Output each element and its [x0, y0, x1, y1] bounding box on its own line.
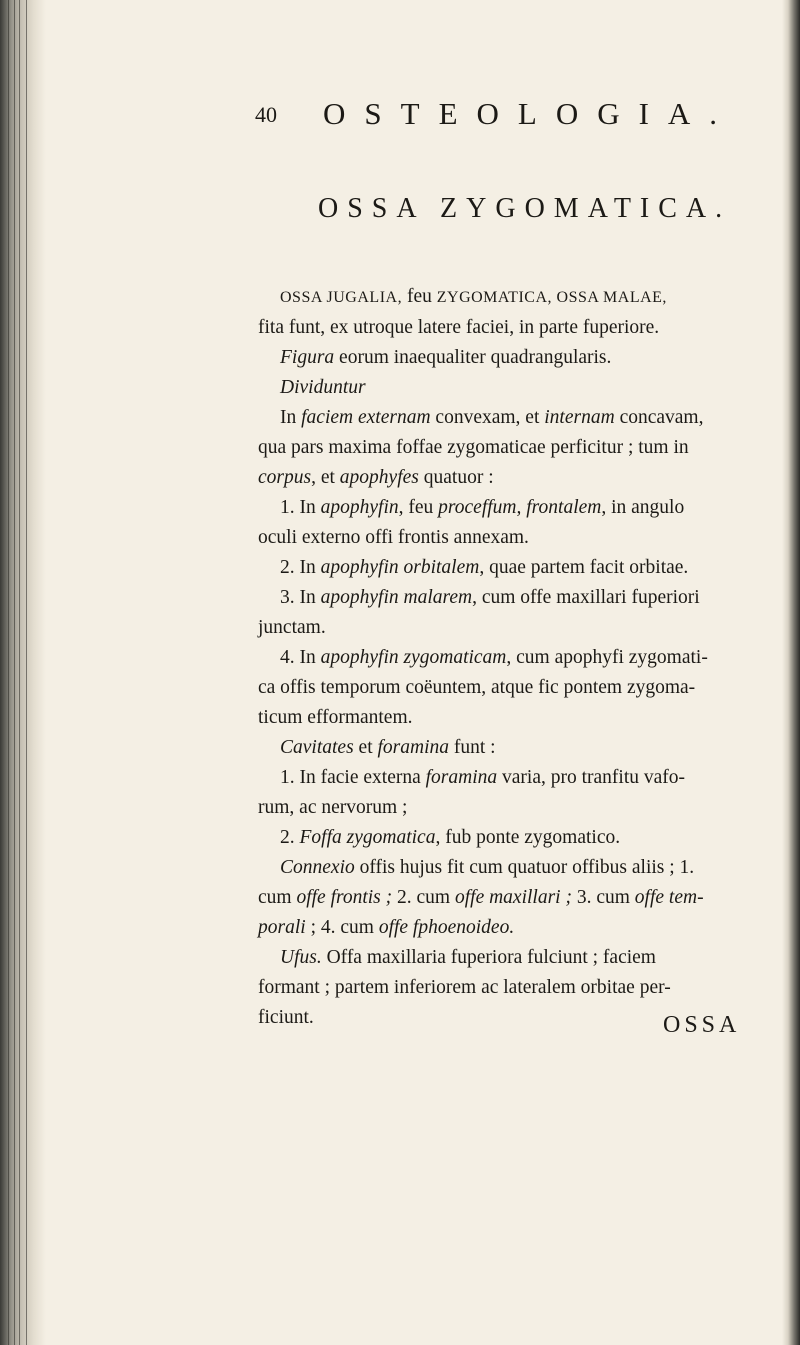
text-line: corpus, et apophyfes quatuor : — [258, 467, 494, 488]
text-line: Cavitates et foramina funt : — [280, 737, 496, 758]
text-line: In faciem externam convexam, et internam concavam, — [280, 407, 704, 428]
body-text — [258, 282, 778, 1033]
text-line: rum, ac nervorum ; — [258, 797, 408, 818]
text-line: OSSA JUGALIA, feu ZYGOMATICA, OSSA MALAE, — [280, 286, 667, 307]
text-line: 1. In apophyfin, feu proceffum, frontalem, in angulo — [280, 497, 685, 518]
catchword: OSSA — [663, 1012, 741, 1038]
text-line: oculi externo offi frontis annexam. — [258, 527, 529, 548]
text-line: Figura eorum inaequaliter quadrangularis. — [280, 347, 612, 368]
text-line: 4. In apophyfin zygomaticam, cum apophyfi zygomati- — [280, 647, 708, 668]
binding-gutter — [0, 0, 46, 1345]
text-line: fita funt, ex utroque latere faciei, in parte fuperiore. — [258, 317, 660, 338]
text-line: ticum efformantem. — [258, 707, 413, 728]
text-line: 3. In apophyfin malarem, cum offe maxillari fuperiori — [280, 587, 700, 608]
section-title: OSSA ZYGOMATICA. — [318, 193, 732, 224]
page-edge-shadow — [782, 0, 800, 1345]
text-line: ficiunt. — [258, 1007, 314, 1028]
gutter-line — [14, 0, 15, 1345]
page-number: 40 — [255, 102, 277, 127]
text-line: 1. In facie externa foramina varia, pro tranfitu vafo- — [280, 767, 686, 788]
text-line: qua pars maxima foffae zygomaticae perficitur ; tum in — [258, 437, 689, 458]
text-line: Dividuntur — [280, 377, 366, 398]
text-line: ca offis temporum coëuntem, atque fic pontem zygoma- — [258, 677, 696, 698]
gutter-line — [8, 0, 9, 1345]
text-line: cum offe frontis ; 2. cum offe maxillari ; 3. cum offe tem- — [258, 887, 704, 908]
text-line: formant ; partem inferiorem ac lateralem orbitae per- — [258, 977, 671, 998]
text-line: Connexio offis hujus fit cum quatuor offibus aliis ; 1. — [280, 857, 695, 878]
running-head — [255, 96, 737, 136]
text-line: 2. Foffa zygomatica, fub ponte zygomatico. — [280, 827, 621, 848]
gutter-line — [19, 0, 20, 1345]
running-title: OSTEOLOGIA. — [323, 96, 737, 131]
gutter-line — [26, 0, 27, 1345]
text-line: Ufus. Offa maxillaria fuperiora fulciunt ; faciem — [280, 947, 656, 968]
text-line: junctam. — [258, 617, 326, 638]
text-line: porali ; 4. cum offe fphoenoideo. — [258, 917, 515, 938]
text-line: 2. In apophyfin orbitalem, quae partem facit orbitae. — [280, 557, 689, 578]
